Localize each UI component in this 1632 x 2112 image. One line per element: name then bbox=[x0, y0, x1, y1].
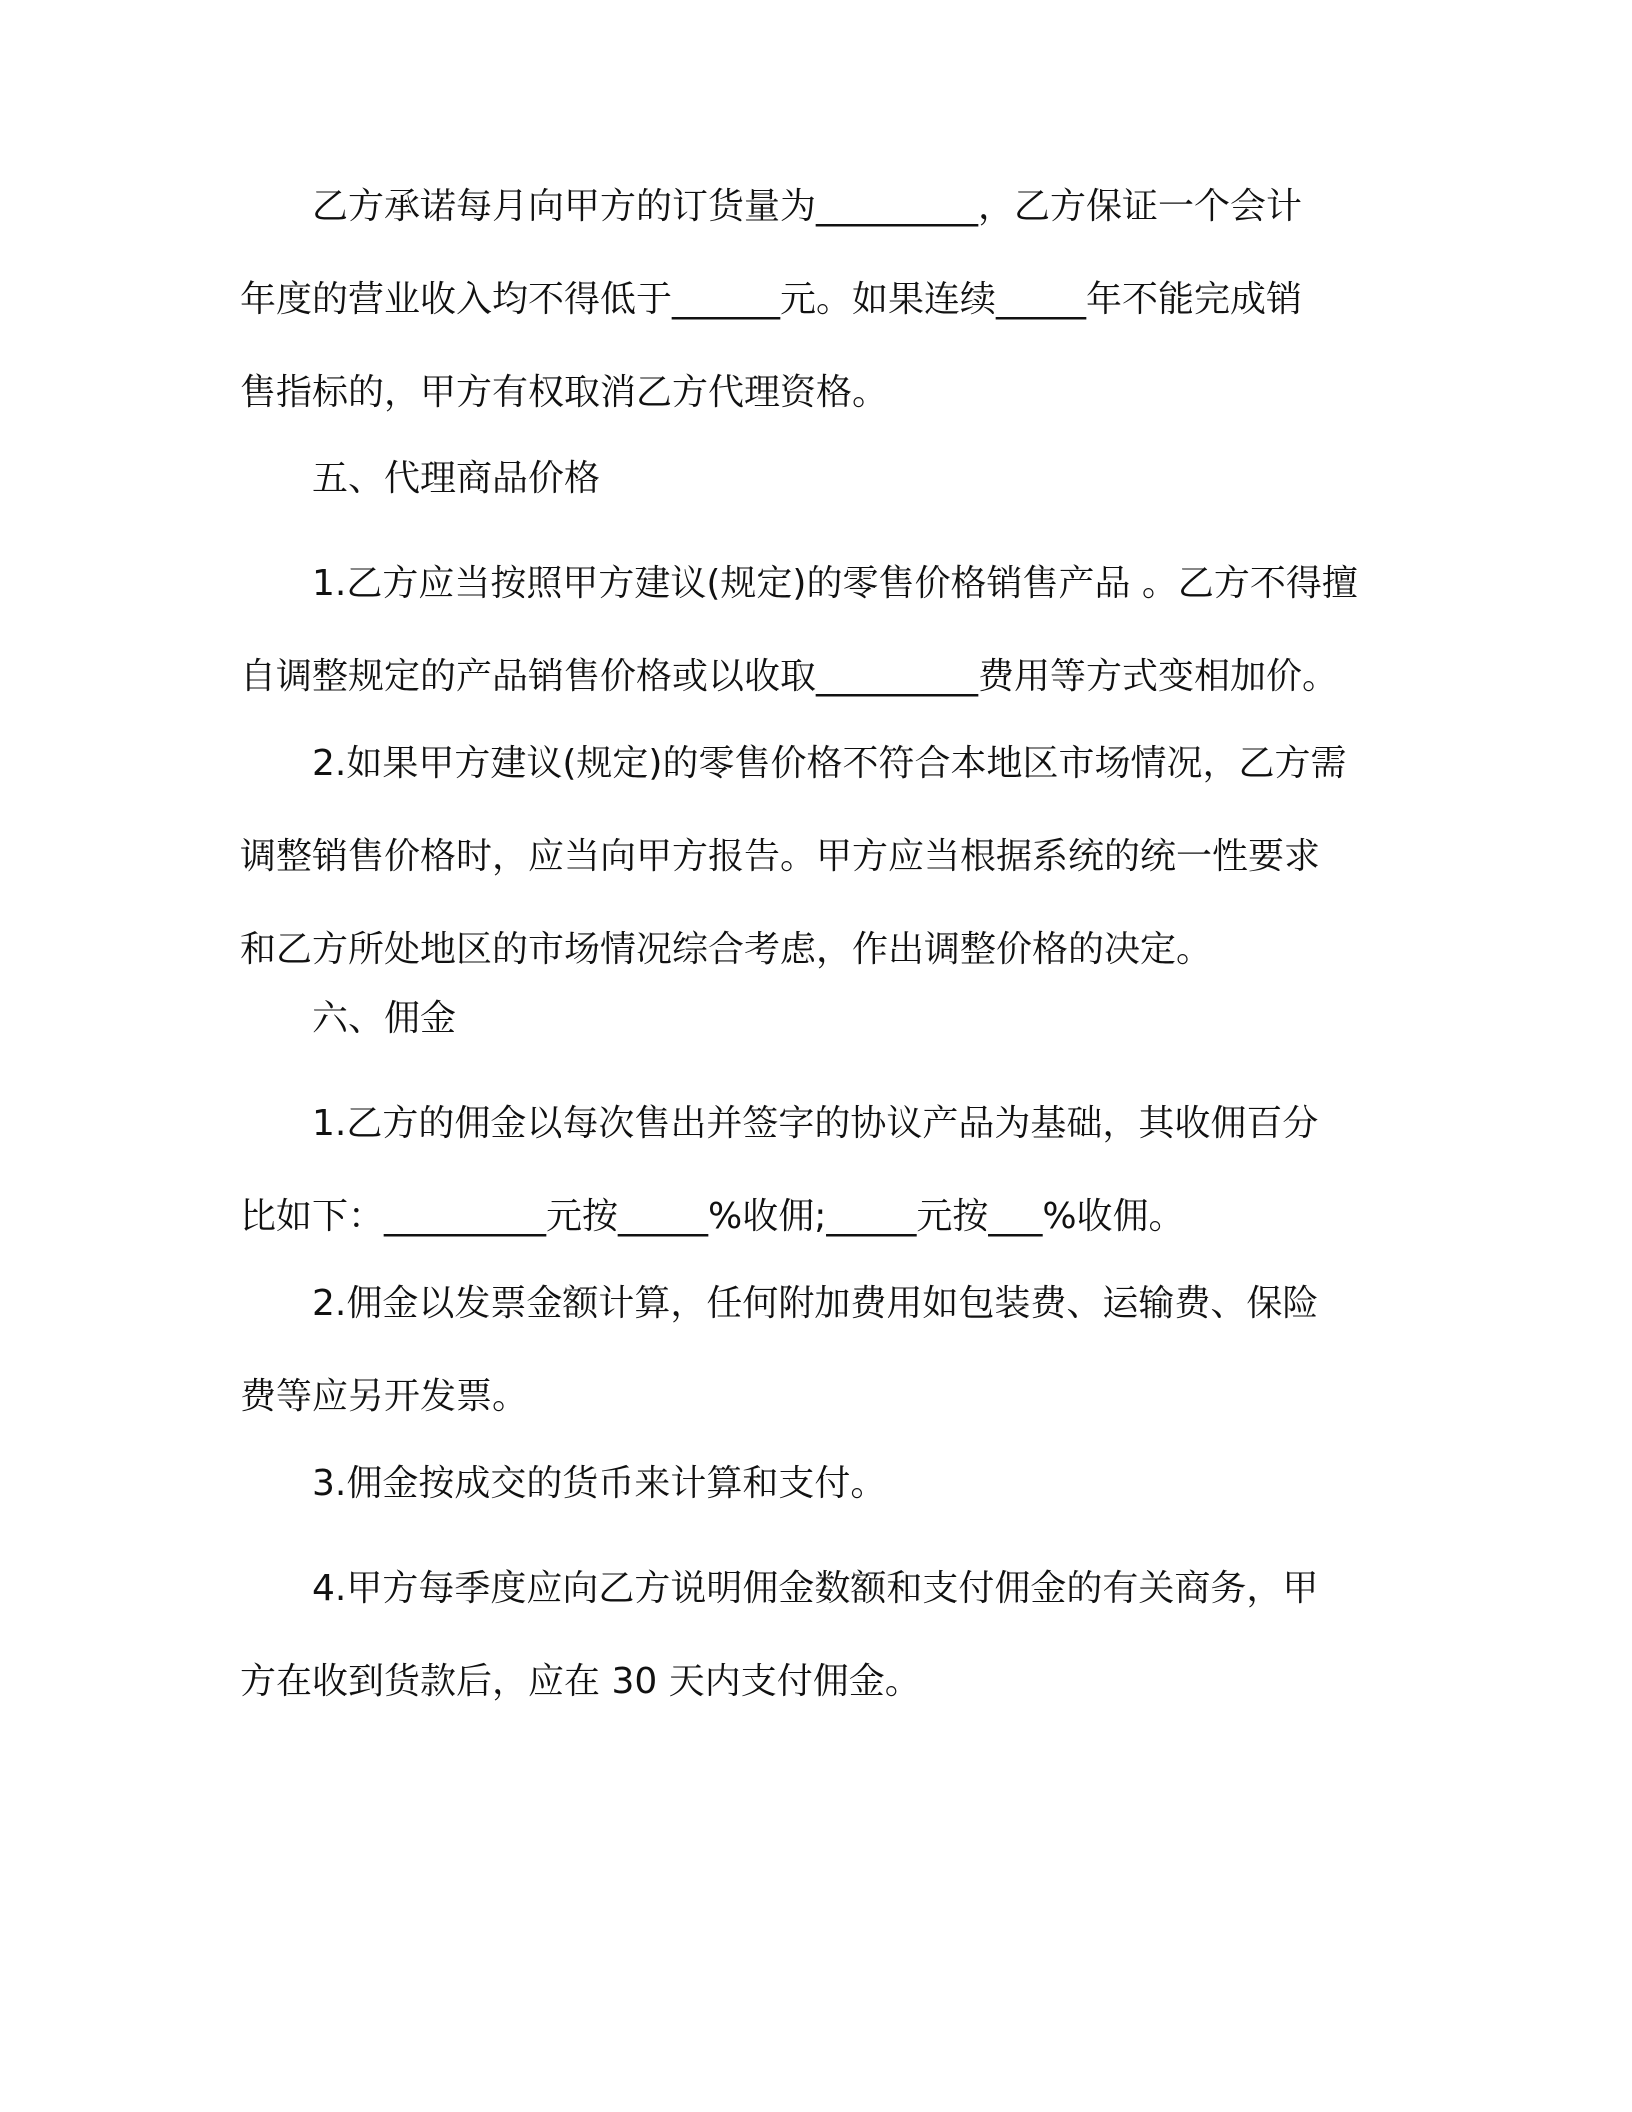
text-line: 方在收到货款后，应在 30 天内支付佣金。 bbox=[240, 1661, 921, 1702]
text-line: 4.甲方每季度应向乙方说明佣金数额和支付佣金的有关商务，甲 bbox=[312, 1568, 1319, 1609]
text-line: 2.佣金以发票金额计算，任何附加费用如包装费、运输费、保险 bbox=[312, 1283, 1319, 1324]
text-line: 调整销售价格时，应当向甲方报告。甲方应当根据系统的统一性要求 bbox=[240, 836, 1321, 877]
text-line: 售指标的，甲方有权取消乙方代理资格。 bbox=[240, 372, 889, 413]
text-line: 自调整规定的产品销售价格或以收取_________费用等方式变相加价。 bbox=[240, 656, 1339, 697]
text-line: 1.乙方的佣金以每次售出并签字的协议产品为基础，其收佣百分 bbox=[312, 1103, 1319, 1144]
text-line: 费等应另开发票。 bbox=[240, 1376, 529, 1417]
section-heading-agency-price bbox=[240, 450, 1390, 501]
clause-6-3 bbox=[240, 1455, 1390, 1506]
clause-6-2 bbox=[240, 1275, 1390, 1419]
text-line: 比如下：_________元按_____%收佣;_____元按___%收佣。 bbox=[240, 1196, 1185, 1237]
clause-5-2 bbox=[240, 735, 1390, 972]
clause-6-1 bbox=[240, 1095, 1390, 1239]
section-heading-text: 五、代理商品价格 bbox=[312, 458, 601, 499]
text-line: 2.如果甲方建议(规定)的零售价格不符合本地区市场情况，乙方需 bbox=[312, 743, 1347, 784]
text-line: 乙方承诺每月向甲方的订货量为_________，乙方保证一个会计 bbox=[312, 186, 1303, 227]
clause-5-1 bbox=[240, 555, 1390, 699]
text-line: 年度的营业收入均不得低于______元。如果连续_____年不能完成销 bbox=[240, 279, 1303, 320]
paragraph-sales-commitment bbox=[240, 178, 1390, 415]
section-heading-commission bbox=[240, 990, 1390, 1041]
clause-6-4 bbox=[240, 1560, 1390, 1704]
text-line: 和乙方所处地区的市场情况综合考虑，作出调整价格的决定。 bbox=[240, 929, 1213, 970]
section-heading-text: 六、佣金 bbox=[312, 998, 457, 1039]
text-line: 3.佣金按成交的货币来计算和支付。 bbox=[312, 1463, 887, 1504]
text-line: 1.乙方应当按照甲方建议(规定)的零售价格销售产品 。乙方不得擅 bbox=[312, 563, 1358, 604]
